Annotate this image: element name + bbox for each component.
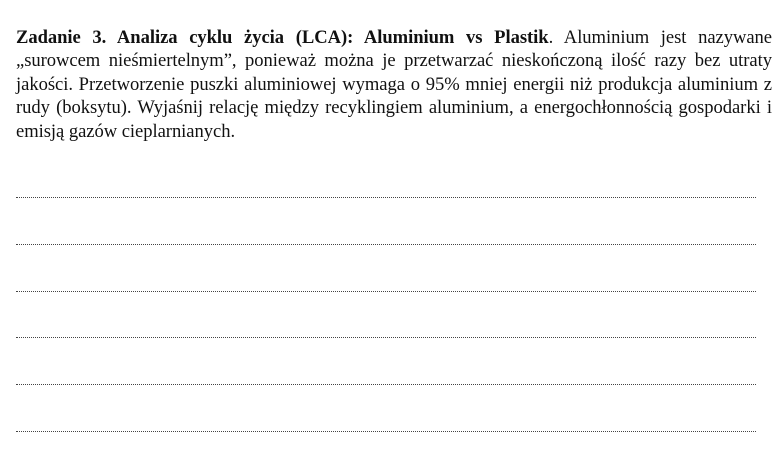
dotted-rule	[16, 384, 756, 385]
answer-line[interactable]	[16, 274, 756, 321]
answer-area	[16, 180, 756, 461]
dotted-rule	[16, 337, 756, 338]
answer-line[interactable]	[16, 414, 756, 461]
dotted-rule	[16, 431, 756, 432]
dotted-rule	[16, 197, 756, 198]
answer-line[interactable]	[16, 367, 756, 414]
answer-line[interactable]	[16, 227, 756, 274]
dotted-rule	[16, 291, 756, 292]
task-text: . Aluminium jest nazywane „surowcem nieśmiertelnym”, ponieważ można je przetwarzać nieskończoną ilość razy bez utraty jakości. Przetworzenie puszki aluminiowej wymaga o 95% mniej energii niż produkcja aluminium z rudy (boksytu). Wyjaśnij relację między recyklingiem aluminium, a energochłonnością gospodarki i emisją gazów cieplarnianych.	[16, 27, 773, 142]
answer-line[interactable]	[16, 320, 756, 367]
answer-line[interactable]	[16, 180, 756, 227]
task-heading: Zadanie 3. Analiza cyklu życia (LCA): Aluminium vs Plastik	[16, 27, 549, 48]
dotted-rule	[16, 244, 756, 245]
task-prompt	[16, 26, 772, 143]
